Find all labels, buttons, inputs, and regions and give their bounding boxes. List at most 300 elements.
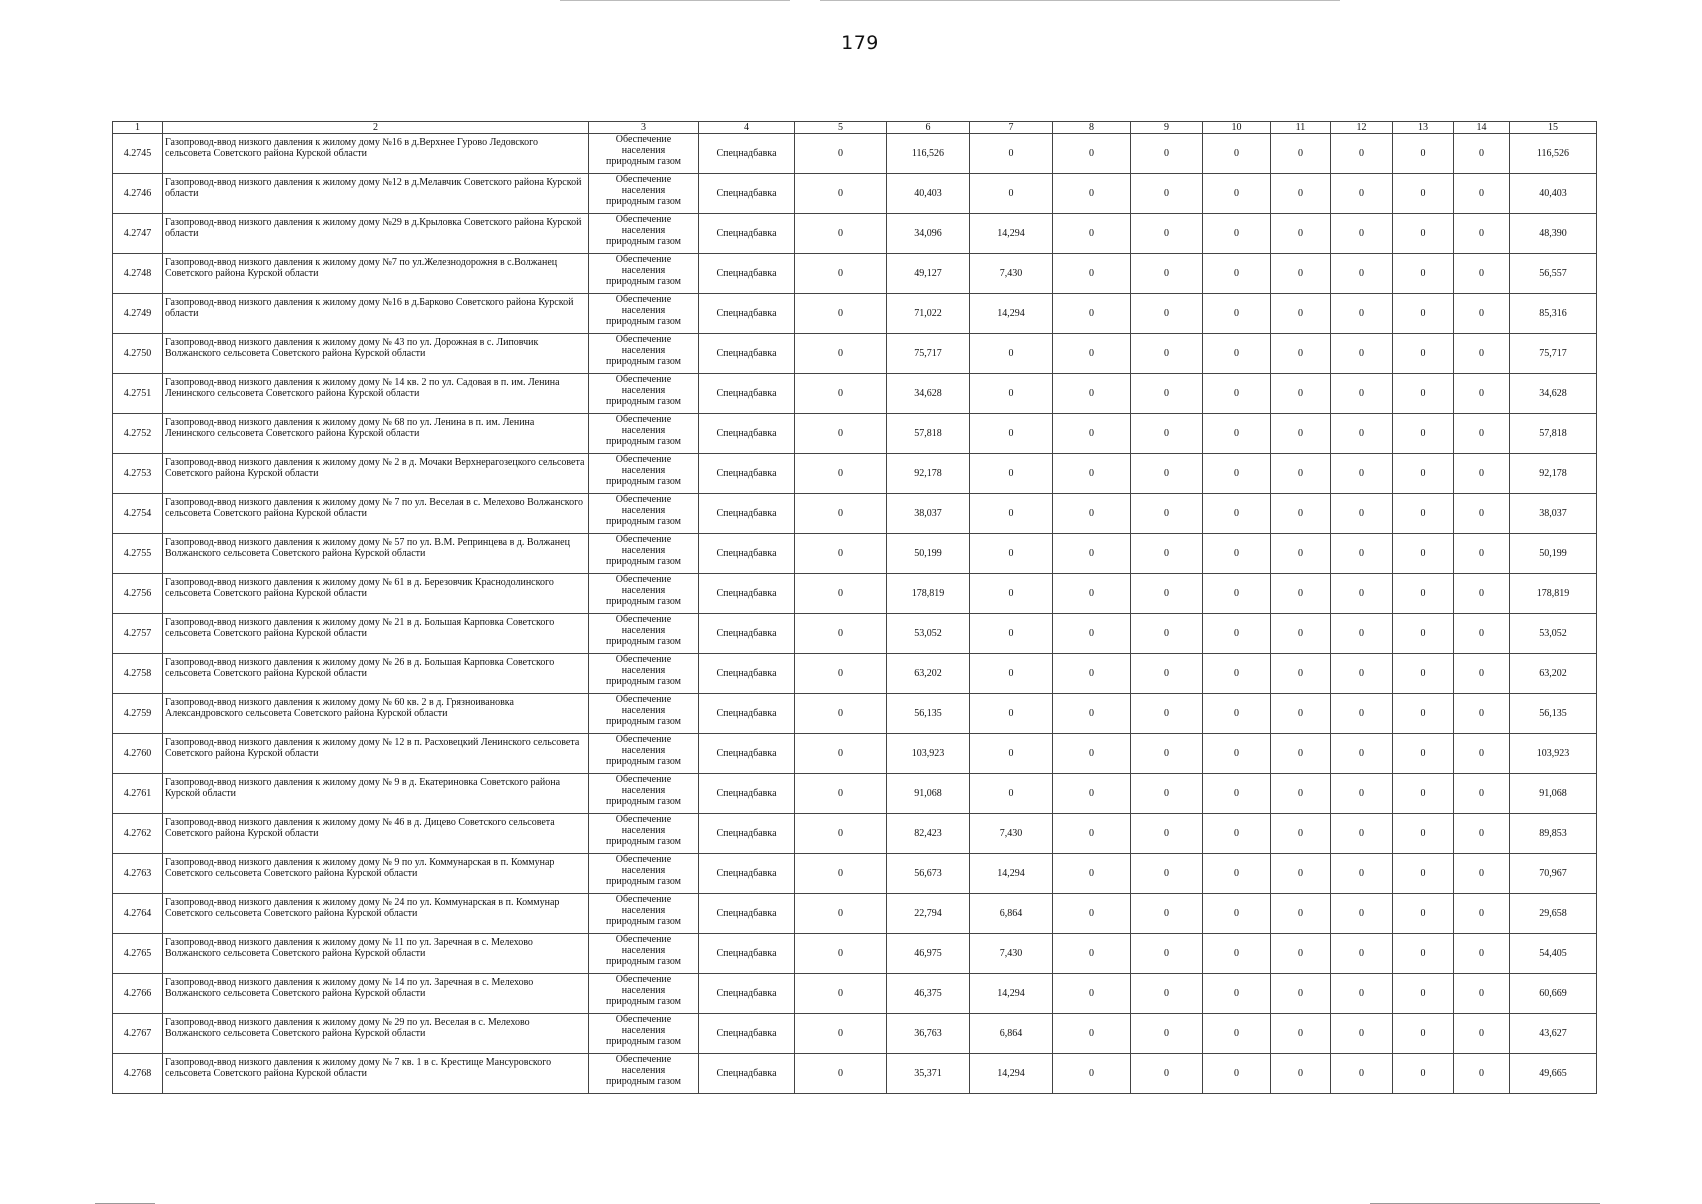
value-col-11: 0 [1271,934,1331,974]
funding-source: Спецнадбавка [699,894,795,934]
value-col-9: 0 [1131,694,1203,734]
object-name [163,1054,589,1094]
value-col-15: 38,037 [1510,494,1597,534]
table-row [113,894,1597,934]
purpose-line: природным газом [606,796,681,807]
purpose-line: природным газом [606,476,681,487]
value-col-5: 0 [795,694,887,734]
value-col-5: 0 [795,654,887,694]
purpose-cell [589,414,699,454]
purpose-cell [589,1054,699,1094]
value-col-8: 0 [1053,1014,1131,1054]
value-col-15: 57,818 [1510,414,1597,454]
value-col-12: 0 [1331,734,1393,774]
object-name-text: Газопровод-ввод низкого давления к жилому дому № 14 кв. 2 по ул. Садовая в п. им. Ленина Ленинского сельсовета Советского района Курской области [165,377,560,399]
object-name-text: Газопровод-ввод низкого давления к жилому дому № 9 по ул. Коммунарская в п. Коммунар Советского сельсовета Советского района Курской области [165,857,555,879]
purpose-line: природным газом [606,956,681,967]
purpose-line: населения [621,665,666,676]
purpose-line: населения [621,145,666,156]
purpose-line: природным газом [606,236,681,247]
funding-source: Спецнадбавка [699,414,795,454]
purpose-line: природным газом [606,556,681,567]
purpose-cell [589,654,699,694]
value-col-10: 0 [1203,1054,1271,1094]
value-col-15: 34,628 [1510,374,1597,414]
object-name-text: Газопровод-ввод низкого давления к жилому дому № 57 по ул. В.М. Репринцева в д. Волжанец Волжанского сельсовета Советского района Курской области [165,537,570,559]
value-col-6: 34,096 [887,214,970,254]
value-col-14: 0 [1454,174,1510,214]
value-col-13: 0 [1393,614,1454,654]
value-col-10: 0 [1203,734,1271,774]
value-col-8: 0 [1053,374,1131,414]
value-col-7: 7,430 [970,934,1053,974]
value-col-7: 0 [970,654,1053,694]
table-row [113,774,1597,814]
value-col-13: 0 [1393,494,1454,534]
value-col-14: 0 [1454,494,1510,534]
value-col-9: 0 [1131,1014,1203,1054]
purpose-line: населения [621,305,666,316]
purpose-line: Обеспечение [615,974,672,985]
purpose-line: Обеспечение [615,614,672,625]
object-name [163,414,589,454]
purpose-line: населения [621,225,666,236]
value-col-11: 0 [1271,494,1331,534]
value-col-10: 0 [1203,694,1271,734]
column-header-14: 14 [1454,122,1510,134]
purpose-line: населения [621,745,666,756]
value-col-11: 0 [1271,534,1331,574]
purpose-line: населения [621,1065,666,1076]
table-row [113,454,1597,494]
row-number: 4.2756 [113,574,163,614]
value-col-12: 0 [1331,654,1393,694]
column-header-6: 6 [887,122,970,134]
value-col-10: 0 [1203,974,1271,1014]
value-col-12: 0 [1331,414,1393,454]
purpose-line: природным газом [606,636,681,647]
value-col-13: 0 [1393,694,1454,734]
table-row [113,1054,1597,1094]
table-row [113,654,1597,694]
value-col-11: 0 [1271,254,1331,294]
value-col-12: 0 [1331,1054,1393,1094]
column-header-10: 10 [1203,122,1271,134]
table-row [113,174,1597,214]
value-col-6: 91,068 [887,774,970,814]
value-col-14: 0 [1454,374,1510,414]
purpose-line: Обеспечение [615,894,672,905]
purpose-line: Обеспечение [615,934,672,945]
value-col-11: 0 [1271,654,1331,694]
value-col-7: 0 [970,774,1053,814]
value-col-13: 0 [1393,534,1454,574]
value-col-9: 0 [1131,134,1203,174]
value-col-13: 0 [1393,734,1454,774]
value-col-8: 0 [1053,774,1131,814]
value-col-9: 0 [1131,654,1203,694]
value-col-10: 0 [1203,134,1271,174]
value-col-7: 14,294 [970,854,1053,894]
object-name [163,334,589,374]
purpose-cell [589,214,699,254]
value-col-7: 7,430 [970,254,1053,294]
funding-source: Спецнадбавка [699,494,795,534]
object-name-text: Газопровод-ввод низкого давления к жилому дому № 2 в д. Мочаки Верхнерагозецкого сельсовета Советского района Курской области [165,457,585,479]
value-col-7: 0 [970,494,1053,534]
table-row [113,134,1597,174]
row-number: 4.2766 [113,974,163,1014]
value-col-11: 0 [1271,1054,1331,1094]
value-col-13: 0 [1393,374,1454,414]
purpose-line: Обеспечение [615,1014,672,1025]
object-name-text: Газопровод-ввод низкого давления к жилому дому №12 в д.Мелавчик Советского района Курской области [165,177,582,199]
object-name [163,134,589,174]
value-col-11: 0 [1271,454,1331,494]
value-col-6: 103,923 [887,734,970,774]
value-col-9: 0 [1131,1054,1203,1094]
funding-source: Спецнадбавка [699,174,795,214]
value-col-11: 0 [1271,134,1331,174]
table-row [113,414,1597,454]
purpose-line: населения [621,625,666,636]
value-col-6: 75,717 [887,334,970,374]
funding-source: Спецнадбавка [699,454,795,494]
column-header-15: 15 [1510,122,1597,134]
column-header-1: 1 [113,122,163,134]
value-col-7: 0 [970,374,1053,414]
value-col-8: 0 [1053,694,1131,734]
value-col-14: 0 [1454,134,1510,174]
purpose-line: населения [621,705,666,716]
value-col-15: 48,390 [1510,214,1597,254]
purpose-line: населения [621,1025,666,1036]
funding-source: Спецнадбавка [699,254,795,294]
row-number: 4.2762 [113,814,163,854]
row-number: 4.2749 [113,294,163,334]
value-col-11: 0 [1271,574,1331,614]
purpose-line: природным газом [606,516,681,527]
purpose-line: природным газом [606,1036,681,1047]
value-col-5: 0 [795,174,887,214]
value-col-15: 29,658 [1510,894,1597,934]
value-col-9: 0 [1131,494,1203,534]
purpose-cell [589,534,699,574]
value-col-14: 0 [1454,614,1510,654]
column-header-8: 8 [1053,122,1131,134]
value-col-15: 89,853 [1510,814,1597,854]
object-name-text: Газопровод-ввод низкого давления к жилому дому № 26 в д. Большая Карповка Советского сельсовета Советского района Курской области [165,657,555,679]
value-col-11: 0 [1271,294,1331,334]
value-col-13: 0 [1393,294,1454,334]
table-row [113,374,1597,414]
value-col-15: 103,923 [1510,734,1597,774]
row-number: 4.2757 [113,614,163,654]
column-header-9: 9 [1131,122,1203,134]
value-col-6: 46,975 [887,934,970,974]
purpose-cell [589,294,699,334]
value-col-13: 0 [1393,654,1454,694]
value-col-12: 0 [1331,174,1393,214]
purpose-cell [589,574,699,614]
value-col-12: 0 [1331,1014,1393,1054]
value-col-13: 0 [1393,134,1454,174]
object-name [163,654,589,694]
value-col-9: 0 [1131,454,1203,494]
value-col-8: 0 [1053,654,1131,694]
purpose-line: населения [621,545,666,556]
value-col-8: 0 [1053,854,1131,894]
purpose-line: Обеспечение [615,694,672,705]
value-col-10: 0 [1203,534,1271,574]
value-col-9: 0 [1131,814,1203,854]
value-col-14: 0 [1454,414,1510,454]
purpose-line: природным газом [606,396,681,407]
value-col-9: 0 [1131,934,1203,974]
object-name-text: Газопровод-ввод низкого давления к жилому дому № 11 по ул. Заречная в с. Мелехово Волжанского сельсовета Советского района Курской области [165,937,533,959]
value-col-13: 0 [1393,894,1454,934]
value-col-10: 0 [1203,654,1271,694]
funding-source: Спецнадбавка [699,854,795,894]
value-col-15: 92,178 [1510,454,1597,494]
value-col-7: 14,294 [970,214,1053,254]
row-number: 4.2754 [113,494,163,534]
funding-source: Спецнадбавка [699,654,795,694]
object-name [163,934,589,974]
value-col-6: 82,423 [887,814,970,854]
value-col-8: 0 [1053,734,1131,774]
object-name [163,174,589,214]
value-col-7: 0 [970,134,1053,174]
object-name-text: Газопровод-ввод низкого давления к жилому дому № 21 в д. Большая Карповка Советского сельсовета Советского района Курской области [165,617,555,639]
value-col-12: 0 [1331,334,1393,374]
object-name [163,294,589,334]
purpose-cell [589,694,699,734]
value-col-9: 0 [1131,214,1203,254]
purpose-line: природным газом [606,436,681,447]
funding-source: Спецнадбавка [699,1054,795,1094]
purpose-line: населения [621,345,666,356]
funding-source: Спецнадбавка [699,334,795,374]
table-row [113,254,1597,294]
table-row [113,614,1597,654]
purpose-cell [589,454,699,494]
value-col-11: 0 [1271,1014,1331,1054]
value-col-11: 0 [1271,414,1331,454]
value-col-8: 0 [1053,574,1131,614]
value-col-7: 0 [970,574,1053,614]
value-col-13: 0 [1393,174,1454,214]
purpose-line: природным газом [606,876,681,887]
value-col-14: 0 [1454,334,1510,374]
purpose-cell [589,174,699,214]
purpose-cell [589,254,699,294]
value-col-6: 116,526 [887,134,970,174]
purpose-line: Обеспечение [615,854,672,865]
purpose-line: населения [621,865,666,876]
value-col-8: 0 [1053,214,1131,254]
object-name-text: Газопровод-ввод низкого давления к жилому дому № 12 в п. Расховецкий Ленинского сельсовета Советского района Курской области [165,737,580,759]
value-col-15: 178,819 [1510,574,1597,614]
row-number: 4.2751 [113,374,163,414]
value-col-8: 0 [1053,414,1131,454]
value-col-8: 0 [1053,1054,1131,1094]
value-col-8: 0 [1053,134,1131,174]
table-row [113,854,1597,894]
value-col-15: 70,967 [1510,854,1597,894]
value-col-12: 0 [1331,454,1393,494]
value-col-10: 0 [1203,414,1271,454]
value-col-5: 0 [795,254,887,294]
value-col-6: 56,673 [887,854,970,894]
table-row [113,574,1597,614]
purpose-line: природным газом [606,156,681,167]
funding-source: Спецнадбавка [699,134,795,174]
value-col-11: 0 [1271,774,1331,814]
value-col-5: 0 [795,294,887,334]
value-col-14: 0 [1454,294,1510,334]
value-col-14: 0 [1454,454,1510,494]
value-col-9: 0 [1131,174,1203,214]
purpose-line: природным газом [606,676,681,687]
funding-source: Спецнадбавка [699,694,795,734]
object-name [163,974,589,1014]
value-col-8: 0 [1053,814,1131,854]
value-col-9: 0 [1131,374,1203,414]
value-col-15: 116,526 [1510,134,1597,174]
row-number: 4.2767 [113,1014,163,1054]
value-col-13: 0 [1393,1014,1454,1054]
value-col-15: 50,199 [1510,534,1597,574]
object-name-text: Газопровод-ввод низкого давления к жилому дому №7 по ул.Железнодорожня в с.Волжанец Советского района Курской области [165,257,558,279]
value-col-12: 0 [1331,934,1393,974]
value-col-5: 0 [795,734,887,774]
value-col-7: 7,430 [970,814,1053,854]
purpose-line: населения [621,185,666,196]
column-header-12: 12 [1331,122,1393,134]
value-col-12: 0 [1331,774,1393,814]
object-name [163,614,589,654]
funding-source: Спецнадбавка [699,614,795,654]
object-name-text: Газопровод-ввод низкого давления к жилому дому №16 в д.Барково Советского района Курской области [165,297,574,319]
value-col-9: 0 [1131,294,1203,334]
funding-source: Спецнадбавка [699,214,795,254]
object-name [163,1014,589,1054]
table-row [113,294,1597,334]
value-col-9: 0 [1131,734,1203,774]
object-name-text: Газопровод-ввод низкого давления к жилому дому № 9 в д. Екатериновка Советского района Курской области [165,777,561,799]
value-col-5: 0 [795,934,887,974]
value-col-7: 0 [970,334,1053,374]
purpose-line: Обеспечение [615,734,672,745]
value-col-9: 0 [1131,534,1203,574]
value-col-15: 60,669 [1510,974,1597,1014]
object-name-text: Газопровод-ввод низкого давления к жилому дому № 46 в д. Дицево Советского сельсовета Советского района Курской области [165,817,555,839]
value-col-8: 0 [1053,614,1131,654]
purpose-line: населения [621,425,666,436]
object-name-text: Газопровод-ввод низкого давления к жилому дому № 24 по ул. Коммунарская в п. Коммунар Советского сельсовета Советского района Курской области [165,897,560,919]
value-col-7: 14,294 [970,294,1053,334]
purpose-line: природным газом [606,196,681,207]
column-header-13: 13 [1393,122,1454,134]
object-name [163,574,589,614]
object-name-text: Газопровод-ввод низкого давления к жилому дому №16 в д.Верхнее Гурово Ледовского сельсовета Советского района Курской области [165,137,539,159]
object-name [163,694,589,734]
purpose-line: населения [621,505,666,516]
value-col-8: 0 [1053,534,1131,574]
value-col-11: 0 [1271,334,1331,374]
row-number: 4.2768 [113,1054,163,1094]
table-row [113,534,1597,574]
value-col-5: 0 [795,214,887,254]
object-name [163,454,589,494]
purpose-line: населения [621,985,666,996]
purpose-line: Обеспечение [615,294,672,305]
table-row [113,694,1597,734]
value-col-12: 0 [1331,134,1393,174]
value-col-7: 0 [970,694,1053,734]
row-number: 4.2753 [113,454,163,494]
value-col-11: 0 [1271,854,1331,894]
purpose-cell [589,774,699,814]
value-col-7: 6,864 [970,894,1053,934]
value-col-6: 50,199 [887,534,970,574]
object-name-text: Газопровод-ввод низкого давления к жилому дому № 14 по ул. Заречная в с. Мелехово Волжанского сельсовета Советского района Курской области [165,977,534,999]
row-number: 4.2747 [113,214,163,254]
value-col-6: 63,202 [887,654,970,694]
value-col-6: 36,763 [887,1014,970,1054]
row-number: 4.2752 [113,414,163,454]
object-name [163,894,589,934]
purpose-line: населения [621,825,666,836]
value-col-13: 0 [1393,454,1454,494]
value-col-7: 0 [970,734,1053,774]
value-col-13: 0 [1393,1054,1454,1094]
value-col-6: 40,403 [887,174,970,214]
row-number: 4.2760 [113,734,163,774]
table-row [113,974,1597,1014]
scan-top-rule [820,0,1340,1]
object-name [163,534,589,574]
purpose-line: Обеспечение [615,534,672,545]
funding-source: Спецнадбавка [699,774,795,814]
value-col-6: 34,628 [887,374,970,414]
value-col-13: 0 [1393,854,1454,894]
table-row [113,734,1597,774]
funding-source: Спецнадбавка [699,734,795,774]
value-col-10: 0 [1203,894,1271,934]
value-col-12: 0 [1331,694,1393,734]
table-row [113,814,1597,854]
value-col-10: 0 [1203,174,1271,214]
value-col-9: 0 [1131,414,1203,454]
column-header-11: 11 [1271,122,1331,134]
value-col-14: 0 [1454,534,1510,574]
value-col-6: 57,818 [887,414,970,454]
purpose-line: населения [621,585,666,596]
value-col-15: 53,052 [1510,614,1597,654]
purpose-line: Обеспечение [615,654,672,665]
value-col-14: 0 [1454,774,1510,814]
column-header-3: 3 [589,122,699,134]
value-col-6: 56,135 [887,694,970,734]
object-name-text: Газопровод-ввод низкого давления к жилому дому № 61 в д. Березовчик Краснодолинского сельсовета Советского района Курской области [165,577,554,599]
value-col-5: 0 [795,374,887,414]
value-col-14: 0 [1454,974,1510,1014]
object-name [163,854,589,894]
value-col-10: 0 [1203,334,1271,374]
row-number: 4.2765 [113,934,163,974]
